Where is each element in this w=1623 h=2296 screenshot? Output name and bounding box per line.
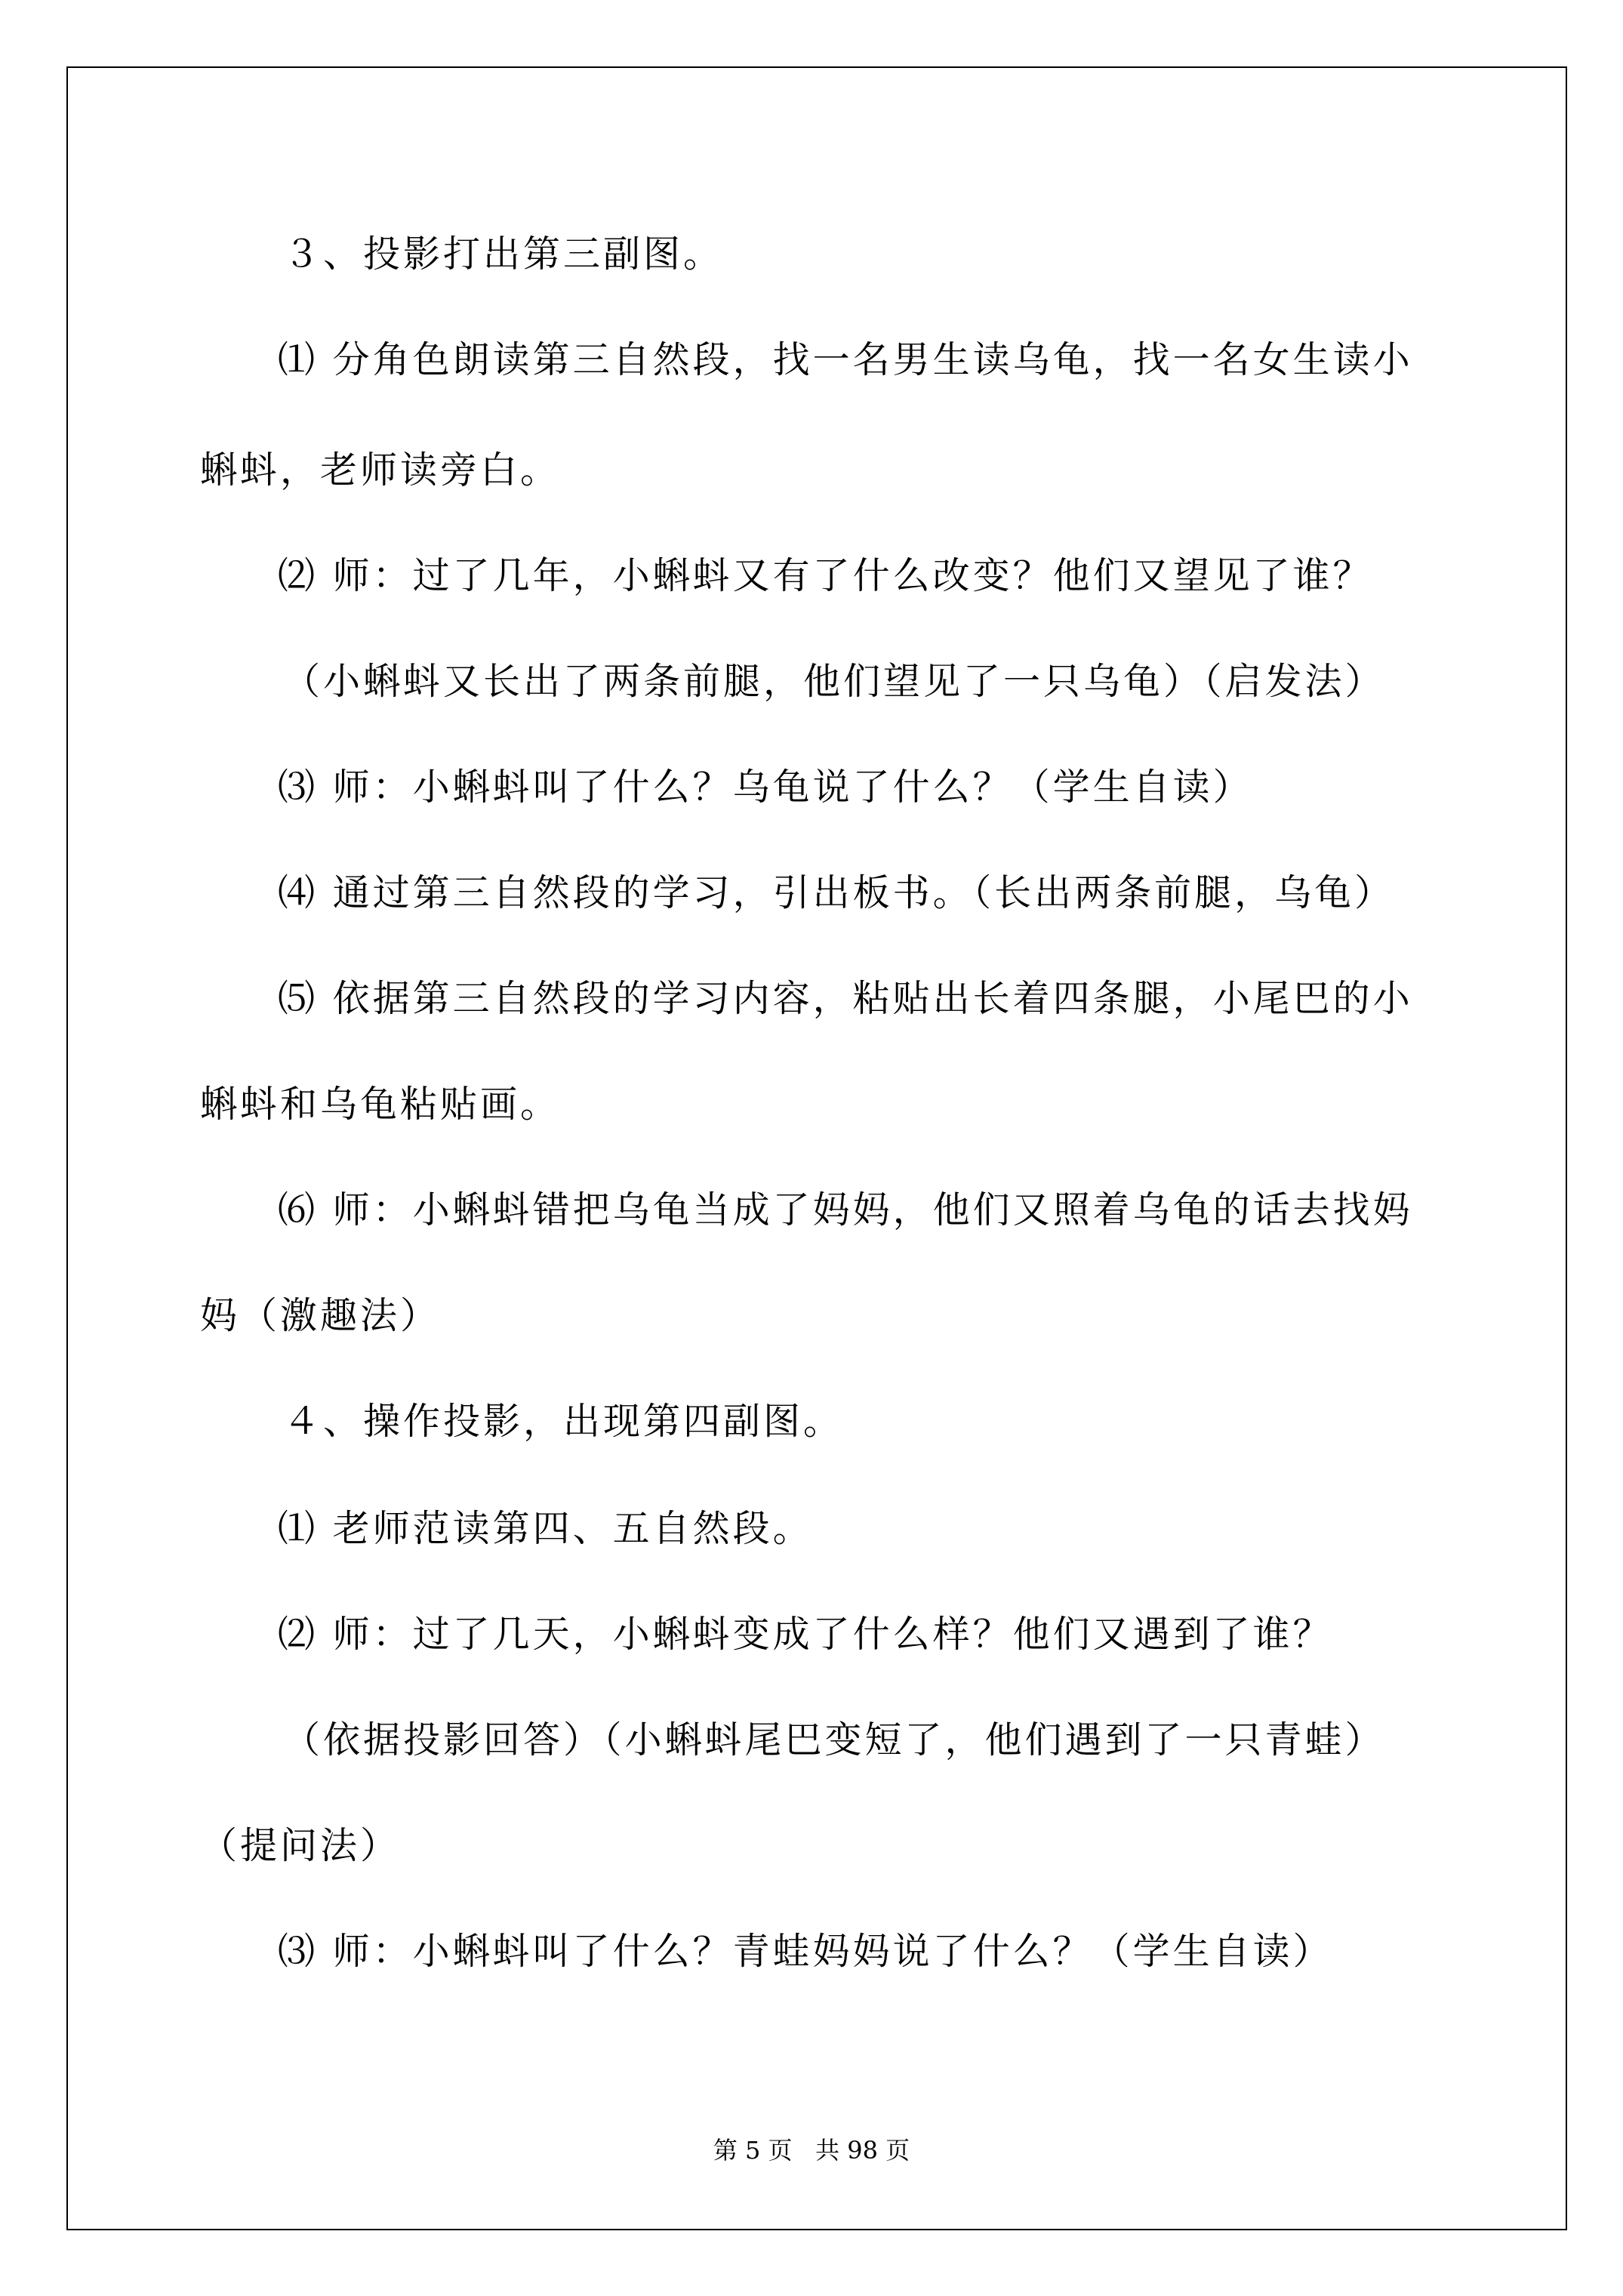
text-line: ⑶ 师：小蝌蚪叫了什么？乌龟说了什么？（学生自读） — [278, 766, 1253, 809]
text-line: ⑴ 分角色朗读第三自然段，找一名男生读乌龟，找一名女生读小 — [278, 338, 1413, 381]
text-line: ⑵ 师：过了几年，小蝌蚪又有了什么改变？他们又望见了谁？ — [278, 554, 1373, 597]
text-line: ⑷ 通过第三自然段的学习，引出板书。（长出两条前腿，乌龟） — [278, 871, 1395, 914]
text-line: （依据投影回答）（小蝌蚪尾巴变短了，他们遇到了一只青蛙） — [283, 1718, 1385, 1761]
text-line: 蝌蚪，老师读旁白。 — [200, 448, 561, 492]
text-line: ⑵ 师：过了几天，小蝌蚪变成了什么样？他们又遇到了谁？ — [278, 1613, 1333, 1656]
text-line: ⑶ 师：小蝌蚪叫了什么？青蛙妈妈说了什么？（学生自读） — [278, 1930, 1333, 1973]
text-line: 蝌蚪和乌龟粘贴画。 — [200, 1083, 561, 1126]
page-border — [66, 66, 1567, 2230]
text-line: 妈（激趣法） — [200, 1294, 441, 1337]
text-line: ⑹ 师：小蝌蚪错把乌龟当成了妈妈，他们又照着乌龟的话去找妈 — [278, 1188, 1413, 1231]
text-line: ⑸ 依据第三自然段的学习内容，粘贴出长着四条腿，小尾巴的小 — [278, 977, 1413, 1020]
text-line: ４、操作投影，出现第四副图。 — [283, 1400, 844, 1443]
text-line: ３、投影打出第三副图。 — [283, 233, 724, 276]
text-line: （小蝌蚪又长出了两条前腿，他们望见了一只乌龟）（启发法） — [283, 660, 1385, 703]
text-line: ⑴ 老师范读第四、五自然段。 — [278, 1507, 813, 1550]
text-line: （提问法） — [200, 1824, 401, 1867]
page-footer: 第 5 页 共 98 页 — [713, 2136, 910, 2165]
